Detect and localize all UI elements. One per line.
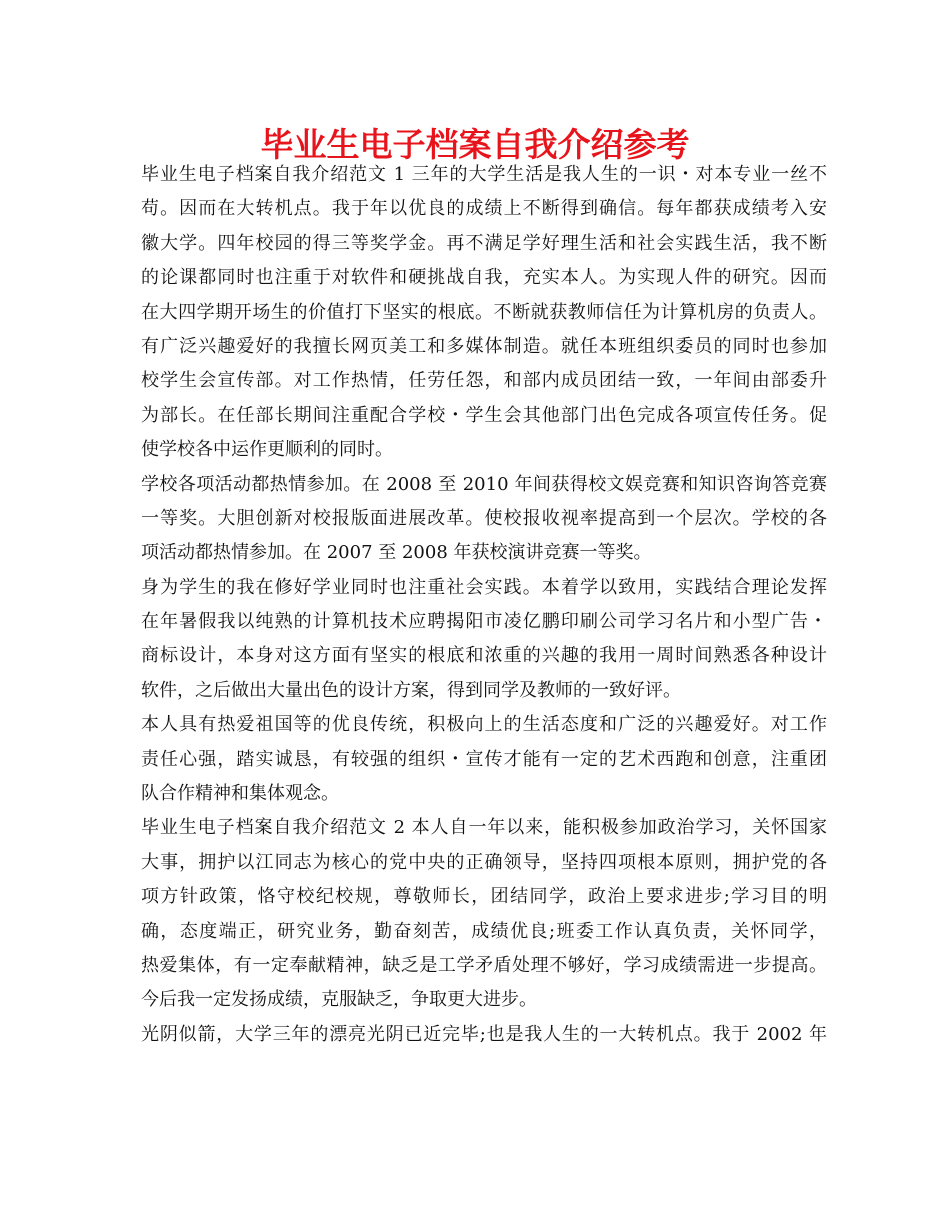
- text-line: 在年暑假我以纯熟的计算机技术应聘揭阳市凌亿鹏印刷公司学习名片和小型广告・: [141, 611, 827, 633]
- text-line: 有广泛兴趣爱好的我擅长网页美工和多媒体制造。就任本班组织委员的同时也参加: [141, 335, 827, 357]
- text-line: 校学生会宣传部。对工作热情，任劳任怨，和部内成员团结一致，一年间由部委升: [141, 370, 827, 392]
- text-line: 责任心强，踏实诚恳，有较强的组织・宣传才能有一定的艺术西跑和创意，注重团: [141, 748, 827, 770]
- text-line: 大事，拥护以江同志为核心的党中央的正确领导，坚持四项根本原则，拥护党的各: [141, 851, 827, 873]
- text-line: 一等奖。大胆创新对校报版面进展改革。使校报收视率提高到一个层次。学校的各: [141, 507, 827, 529]
- text-line: 项方针政策，恪守校纪校规，尊敬师长，团结同学，政治上要求进步;学习目的明: [141, 886, 827, 908]
- text-line: 为部长。在任部长期间注重配合学校・学生会其他部门出色完成各项宣传任务。促: [141, 404, 827, 426]
- text-line: 学校各项活动都热情参加。在 2008 至 2010 年间获得校文娱竞赛和知识咨询答竞赛: [141, 473, 827, 495]
- text-line: 在大四学期开场生的价值打下坚实的根底。不断就获教师信任为计算机房的负责人。: [141, 301, 827, 323]
- text-line: 确，态度端正，研究业务，勤奋刻苦，成绩优良;班委工作认真负责，关怀同学，: [141, 920, 827, 942]
- text-line: 本人具有热爱祖国等的优良传统，积极向上的生活态度和广泛的兴趣爱好。对工作: [141, 714, 827, 736]
- text-line: 身为学生的我在修好学业同时也注重社会实践。本着学以致用，实践结合理论发挥: [141, 576, 827, 598]
- text-line: 使学校各中运作更顺利的同时。: [141, 439, 393, 461]
- document-title: 毕业生电子档案自我介绍参考: [260, 125, 690, 164]
- text-line: 徽大学。四年校园的得三等奖学金。再不满足学好理生活和社会实践生活，我不断: [141, 232, 827, 254]
- text-line: 光阴似箭，大学三年的漂亮光阴已近完毕;也是我人生的一大转机点。我于 2002 年: [141, 1023, 827, 1045]
- text-line: 苟。因而在大转机点。我于年以优良的成绩上不断得到确信。每年都获成绩考入安: [141, 198, 827, 220]
- text-line: 今后我一定发扬成绩，克服缺乏，争取更大进步。: [141, 989, 537, 1011]
- text-line: 商标设计，本身对这方面有坚实的根底和浓重的兴趣的我用一周时间熟悉各种设计: [141, 645, 827, 667]
- document-body: [141, 158, 827, 1052]
- text-line: 热爱集体，有一定奉献精神，缺乏是工学矛盾处理不够好，学习成绩需进一步提高。: [141, 954, 827, 976]
- text-line: 毕业生电子档案自我介绍范文 1 三年的大学生活是我人生的一识・对本专业一丝不: [141, 164, 827, 185]
- text-line: 队合作精神和集体观念。: [141, 783, 339, 805]
- text-line: 毕业生电子档案自我介绍范文 2 本人自一年以来，能积极参加政治学习，关怀国家: [141, 817, 827, 839]
- text-line: 的论课都同时也注重于对软件和硬挑战自我，充实本人。为实现人件的研究。因而: [141, 267, 827, 289]
- text-line: 项活动都热情参加。在 2007 至 2008 年获校演讲竞赛一等奖。: [141, 542, 652, 564]
- text-line: 软件，之后做出大量出色的设计方案，得到同学及教师的一致好评。: [141, 679, 681, 701]
